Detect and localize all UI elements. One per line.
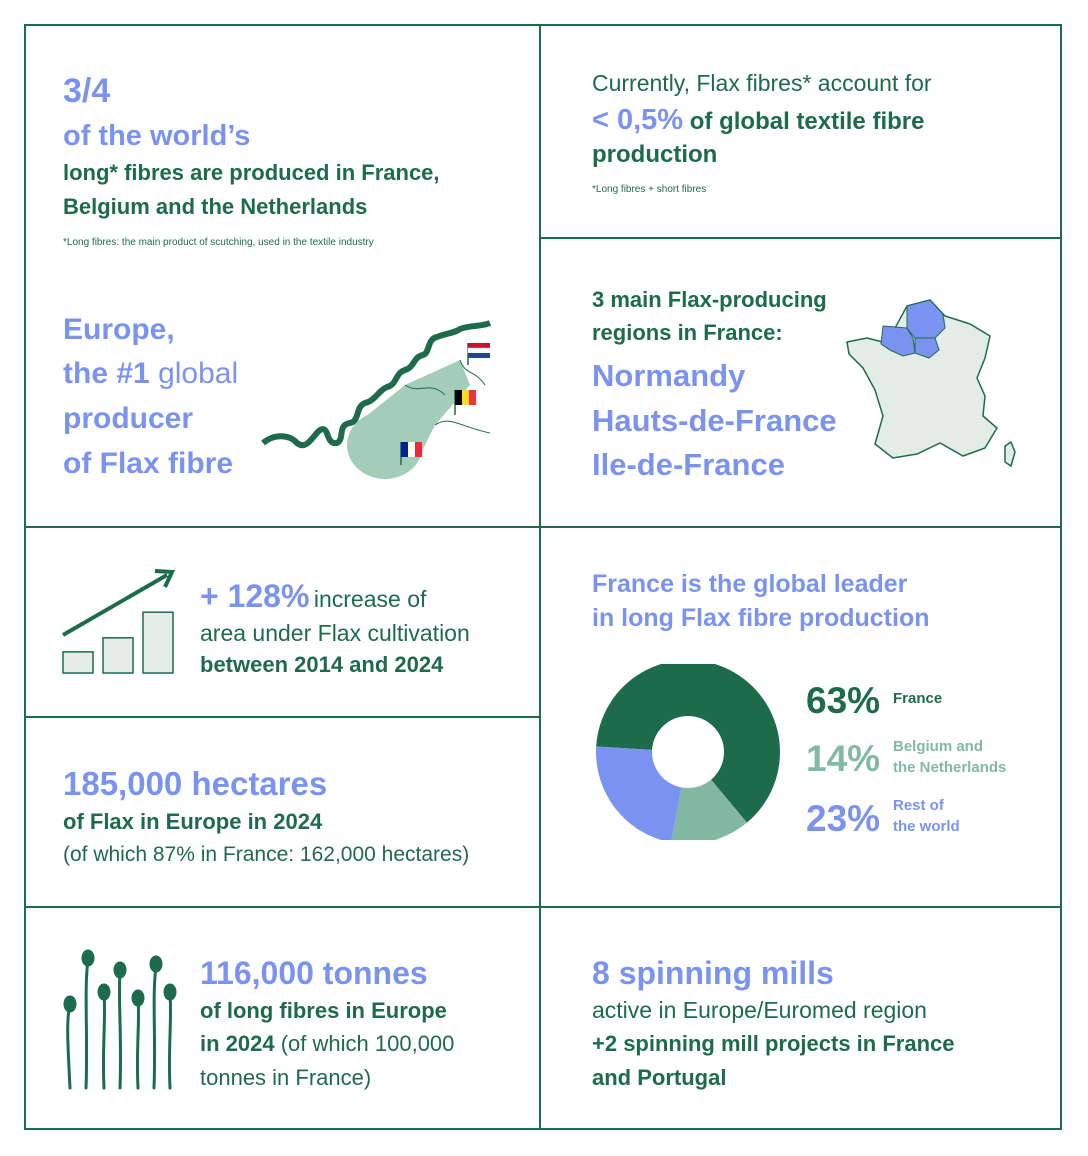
legend-label-rest-2: the world — [893, 818, 960, 835]
corsica-outline — [1005, 442, 1015, 466]
growth-chart-icon — [55, 565, 185, 680]
hectares-title: 185,000 hectares — [63, 765, 328, 802]
increase-line-1 — [200, 578, 426, 615]
divider-full-2 — [24, 906, 1062, 908]
divider-left-1 — [24, 716, 540, 718]
donut-hole — [652, 716, 724, 788]
tonnes-line-3 — [200, 1031, 454, 1057]
europe-coast-map — [255, 315, 500, 490]
flax-plants-icon — [58, 948, 188, 1090]
flax-stem-icon — [99, 985, 109, 1088]
legend-label-france: France — [893, 690, 943, 707]
mills-line-3: +2 spinning mill projects in France — [592, 1031, 955, 1056]
growth-bar-1 — [63, 652, 93, 673]
europe-line-3: producer — [63, 402, 194, 435]
region-normandy: Normandy — [592, 358, 746, 393]
long-fibres-footnote: *Long fibres: the main product of scutching, used in the textile industry — [63, 237, 374, 248]
tonnes-line-2: of long fibres in Europe — [200, 998, 447, 1023]
europe-rank: the #1 — [63, 357, 150, 390]
mills-line-4: and Portugal — [592, 1065, 727, 1090]
netherlands-flag-icon — [468, 343, 490, 365]
growth-bar-3 — [143, 612, 173, 673]
flax-stem-icon — [65, 997, 75, 1088]
legend-label-benelux-1: Belgium and — [893, 738, 984, 755]
belgium-flag-icon — [455, 390, 476, 415]
legend-label-benelux-2: the Netherlands — [893, 759, 1007, 776]
legend-value-france: 63% — [806, 680, 881, 721]
divider-full-1 — [24, 526, 1062, 528]
hauts-de-france-region — [907, 300, 945, 338]
increase-line-3: between 2014 and 2024 — [200, 652, 444, 677]
flax-stem-icon — [83, 951, 93, 1088]
leader-title-2: in long Flax fibre production — [592, 604, 930, 632]
countries-line: Belgium and the Netherlands — [63, 194, 368, 219]
share-line — [592, 104, 924, 137]
mills-line-2: active in Europe/Euromed region — [592, 997, 927, 1023]
legend-label-rest-1: Rest of — [893, 797, 944, 814]
donut-chart — [590, 664, 786, 840]
tonnes-line-4: tonnes in France) — [200, 1065, 372, 1090]
long-fibres-line: long* fibres are produced in France, — [63, 160, 440, 185]
europe-line-4: of Flax fibre — [63, 447, 234, 480]
tonnes-title: 116,000 tonnes — [200, 955, 428, 991]
leader-title-1: France is the global leader — [592, 570, 908, 598]
france-map — [845, 298, 1020, 473]
divider-vertical — [539, 24, 541, 1130]
worlds-text: of the world’s — [63, 120, 251, 152]
europe-global: global — [158, 357, 239, 390]
share-intro: Currently, Flax fibres* account for — [592, 70, 932, 96]
europe-line-2 — [63, 357, 238, 391]
growth-bar-2 — [103, 638, 133, 673]
share-percent: < 0,5% — [592, 104, 684, 136]
flax-stem-icon — [115, 963, 125, 1088]
legend-value-benelux: 14% — [806, 738, 881, 779]
hectares-line-3: (of which 87% in France: 162,000 hectares) — [63, 843, 470, 866]
tonnes-france-a: (of which 100,000 — [280, 1031, 455, 1056]
regions-title-1: 3 main Flax-producing — [592, 287, 827, 312]
share-text: of global textile fibre — [689, 108, 925, 135]
hectares-line-2: of Flax in Europe in 2024 — [63, 809, 323, 834]
mills-title: 8 spinning mills — [592, 955, 834, 991]
increase-label: increase of — [313, 586, 427, 612]
flax-stem-icon — [151, 957, 161, 1088]
increase-value: + 128% — [200, 578, 310, 614]
increase-line-2: area under Flax cultivation — [200, 620, 470, 646]
region-ile-de-france: Ile-de-France — [592, 447, 785, 482]
flax-stem-icon — [165, 985, 175, 1088]
share-footnote: *Long fibres + short fibres — [592, 184, 707, 195]
tonnes-year: in 2024 — [200, 1031, 275, 1056]
share-production: production — [592, 141, 718, 168]
flax-stem-icon — [133, 991, 143, 1088]
divider-right-1 — [539, 237, 1062, 239]
region-hauts-de-france: Hauts-de-France — [592, 403, 837, 438]
regions-title-2: regions in France: — [592, 320, 783, 345]
fraction-value: 3/4 — [63, 72, 111, 110]
europe-line-1: Europe, — [63, 313, 175, 346]
legend-value-rest: 23% — [806, 798, 881, 839]
